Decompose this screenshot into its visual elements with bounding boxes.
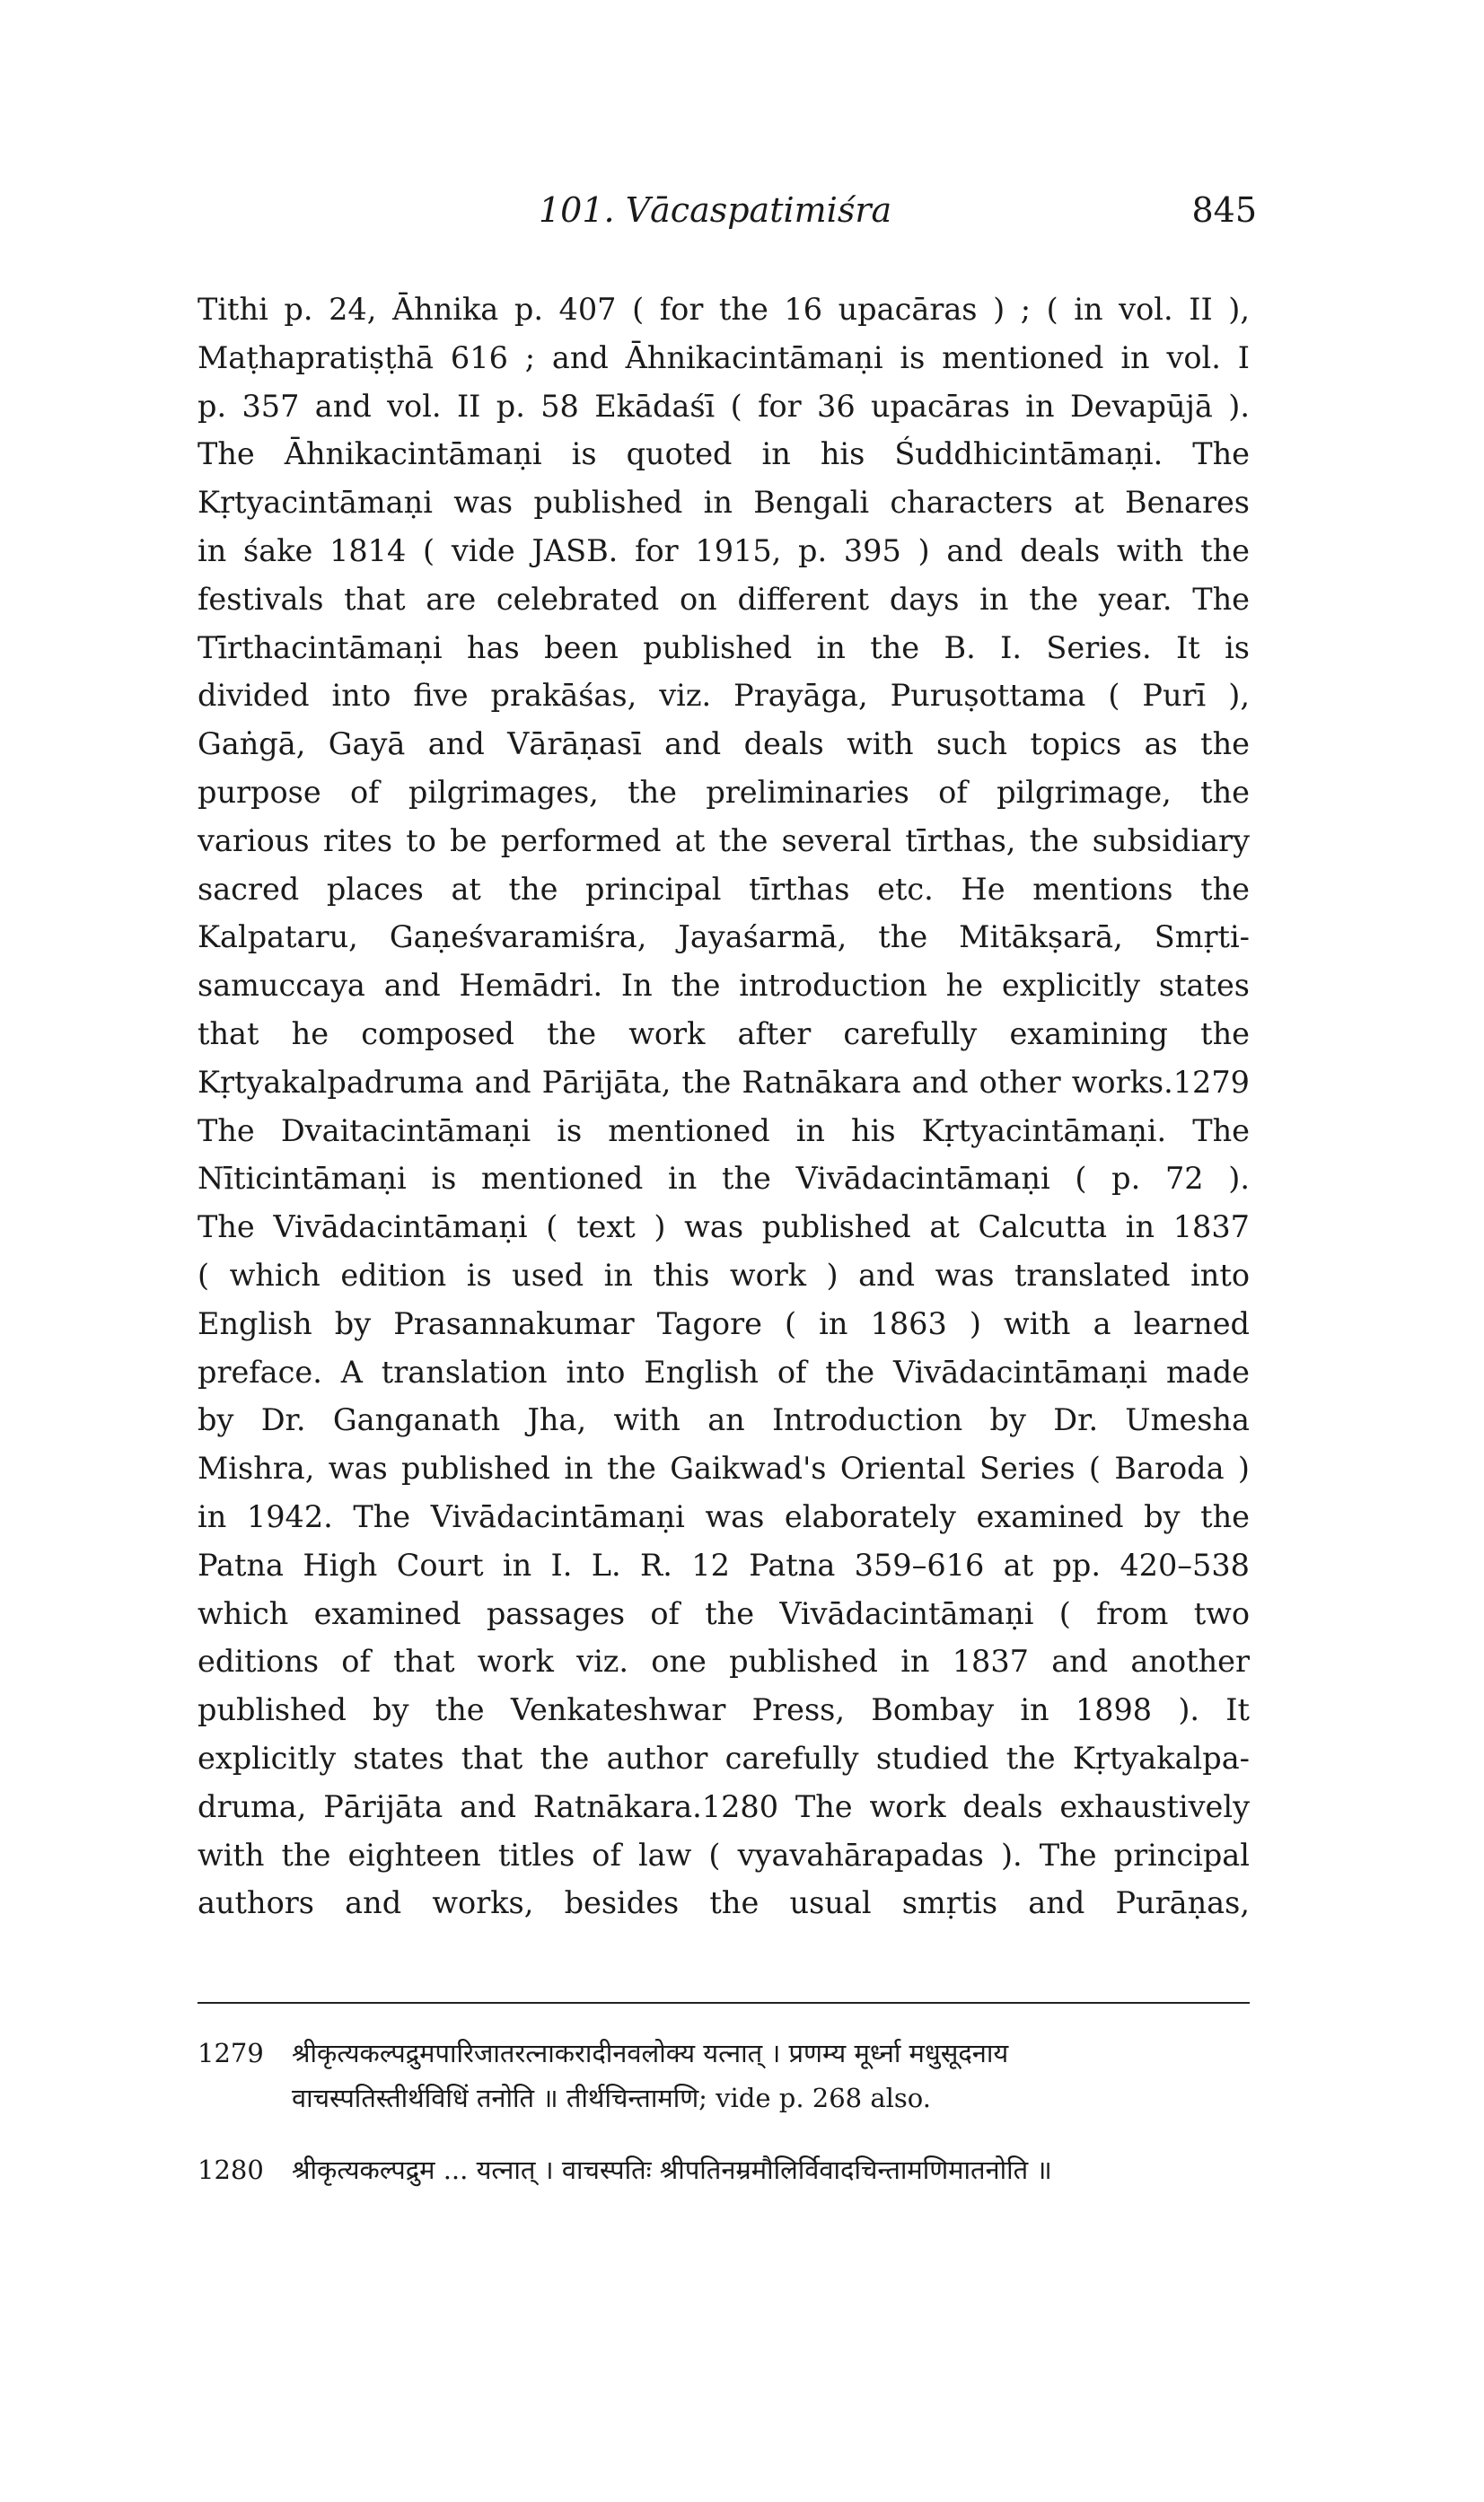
text-line: ( which edition is used in this work ) and was translated into bbox=[198, 1257, 1250, 1293]
text-line: Patna High Court in I. L. R. 12 Patna 359–616 at pp. 420–538 bbox=[198, 1547, 1250, 1583]
text-line: preface. A translation into English of the Vivādacintāmaṇi made bbox=[198, 1354, 1250, 1390]
text-line: Maṭhapratiṣṭhā 616 ; and Āhnikacintāmaṇi is mentioned in vol. I bbox=[198, 339, 1250, 375]
text-line: explicitly states that the author carefully studied the Kṛtyakalpa- bbox=[198, 1740, 1250, 1776]
text-line: published by the Venkateshwar Press, Bombay in 1898 ). It bbox=[198, 1692, 1250, 1728]
text-line: divided into five prakāśas, viz. Prayāga, Puruṣottama ( Purī ), bbox=[198, 678, 1250, 714]
text-line: in śake 1814 ( vide JASB. for 1915, p. 395 ) and deals with the bbox=[198, 532, 1250, 568]
footnote-1279 bbox=[198, 2031, 1257, 2120]
running-title: 101. Vācaspatimiśra bbox=[539, 190, 892, 230]
page-header bbox=[198, 190, 1257, 244]
text-line: Kṛtyacintāmaṇi was published in Bengali characters at Benares bbox=[198, 485, 1250, 521]
text-line: in 1942. The Vivādacintāmaṇi was elaborately examined by the bbox=[198, 1498, 1250, 1534]
text-line: The Āhnikacintāmaṇi is quoted in his Śuddhicintāmaṇi. The bbox=[198, 436, 1250, 472]
body-text bbox=[198, 285, 1250, 1927]
footnote-line: श्रीकृत्यकल्पद्रुम ... यत्नात् । वाचस्पतिः श्रीपतिनम्रमौलिर्विवादचिन्तामणिमातनोति ॥ bbox=[292, 2155, 1052, 2185]
text-line: Mishra, was published in the Gaikwad's Oriental Series ( Baroda ) bbox=[198, 1451, 1250, 1487]
footnotes bbox=[198, 2031, 1257, 2192]
footnote-line: वाचस्पतिस्तीर्थविधिं तनोति ॥ तीर्थचिन्तामणि; vide p. 268 also. bbox=[292, 2083, 931, 2113]
footnote-body bbox=[292, 2031, 1257, 2120]
page-number: 845 bbox=[1191, 190, 1257, 230]
text-line: Nīticintāmaṇi is mentioned in the Vivādacintāmaṇi ( p. 72 ). bbox=[198, 1161, 1250, 1197]
text-line: English by Prasannakumar Tagore ( in 1863 ) with a learned bbox=[198, 1305, 1250, 1341]
text-line: Tīrthacintāmaṇi has been published in the B. I. Series. It is bbox=[198, 629, 1250, 665]
text-line: that he composed the work after carefully examining the bbox=[198, 1015, 1250, 1051]
text-line: various rites to be performed at the several tīrthas, the subsidiary bbox=[198, 822, 1250, 858]
text-line: Kalpataru, Gaṇeśvaramiśra, Jayaśarmā, the Mitākṣarā, Smṛti- bbox=[198, 919, 1250, 955]
text-line: with the eighteen titles of law ( vyavahārapadas ). The principal bbox=[198, 1837, 1250, 1873]
text-line: samuccaya and Hemādri. In the introduction he explicitly states bbox=[198, 968, 1250, 1004]
text-line: festivals that are celebrated on different days in the year. The bbox=[198, 581, 1250, 617]
footnote-1280 bbox=[198, 2147, 1257, 2192]
footnote-number: 1279 bbox=[198, 2038, 264, 2068]
footnote-divider bbox=[198, 2002, 1250, 2004]
text-line: authors and works, besides the usual smṛtis and Purāṇas, bbox=[198, 1885, 1250, 1921]
text-line: Kṛtyakalpadruma and Pārijāta, the Ratnākara and other works.1279 bbox=[198, 1064, 1250, 1100]
text-line: druma, Pārijāta and Ratnākara.1280 The work deals exhaustively bbox=[198, 1788, 1250, 1824]
text-line: The Vivādacintāmaṇi ( text ) was published at Calcutta in 1837 bbox=[198, 1209, 1250, 1245]
footnote-body bbox=[292, 2147, 1257, 2192]
footnote-line: श्रीकृत्यकल्पद्रुमपारिजातरत्नाकरादीनवलोक्य यत्नात् । प्रणम्य मूर्ध्ना मधुसूदनाय bbox=[292, 2038, 1009, 2068]
text-line: The Dvaitacintāmaṇi is mentioned in his Kṛtyacintāmaṇi. The bbox=[198, 1112, 1250, 1148]
footnote-number: 1280 bbox=[198, 2155, 264, 2185]
text-line: Tithi p. 24, Āhnika p. 407 ( for the 16 upacāras ) ; ( in vol. II ), bbox=[198, 292, 1250, 327]
text-line: editions of that work viz. one published in 1837 and another bbox=[198, 1644, 1250, 1680]
text-line: p. 357 and vol. II p. 58 Ekādaśī ( for 36 upacāras in Devapūjā ). bbox=[198, 388, 1250, 424]
text-line: Gaṅgā, Gayā and Vārāṇasī and deals with such topics as the bbox=[198, 726, 1250, 762]
text-line: purpose of pilgrimages, the preliminaries of pilgrimage, the bbox=[198, 774, 1250, 810]
text-line: by Dr. Ganganath Jha, with an Introduction by Dr. Umesha bbox=[198, 1402, 1250, 1438]
text-line: sacred places at the principal tīrthas etc. He mentions the bbox=[198, 871, 1250, 907]
text-line: which examined passages of the Vivādacintāmaṇi ( from two bbox=[198, 1595, 1250, 1631]
